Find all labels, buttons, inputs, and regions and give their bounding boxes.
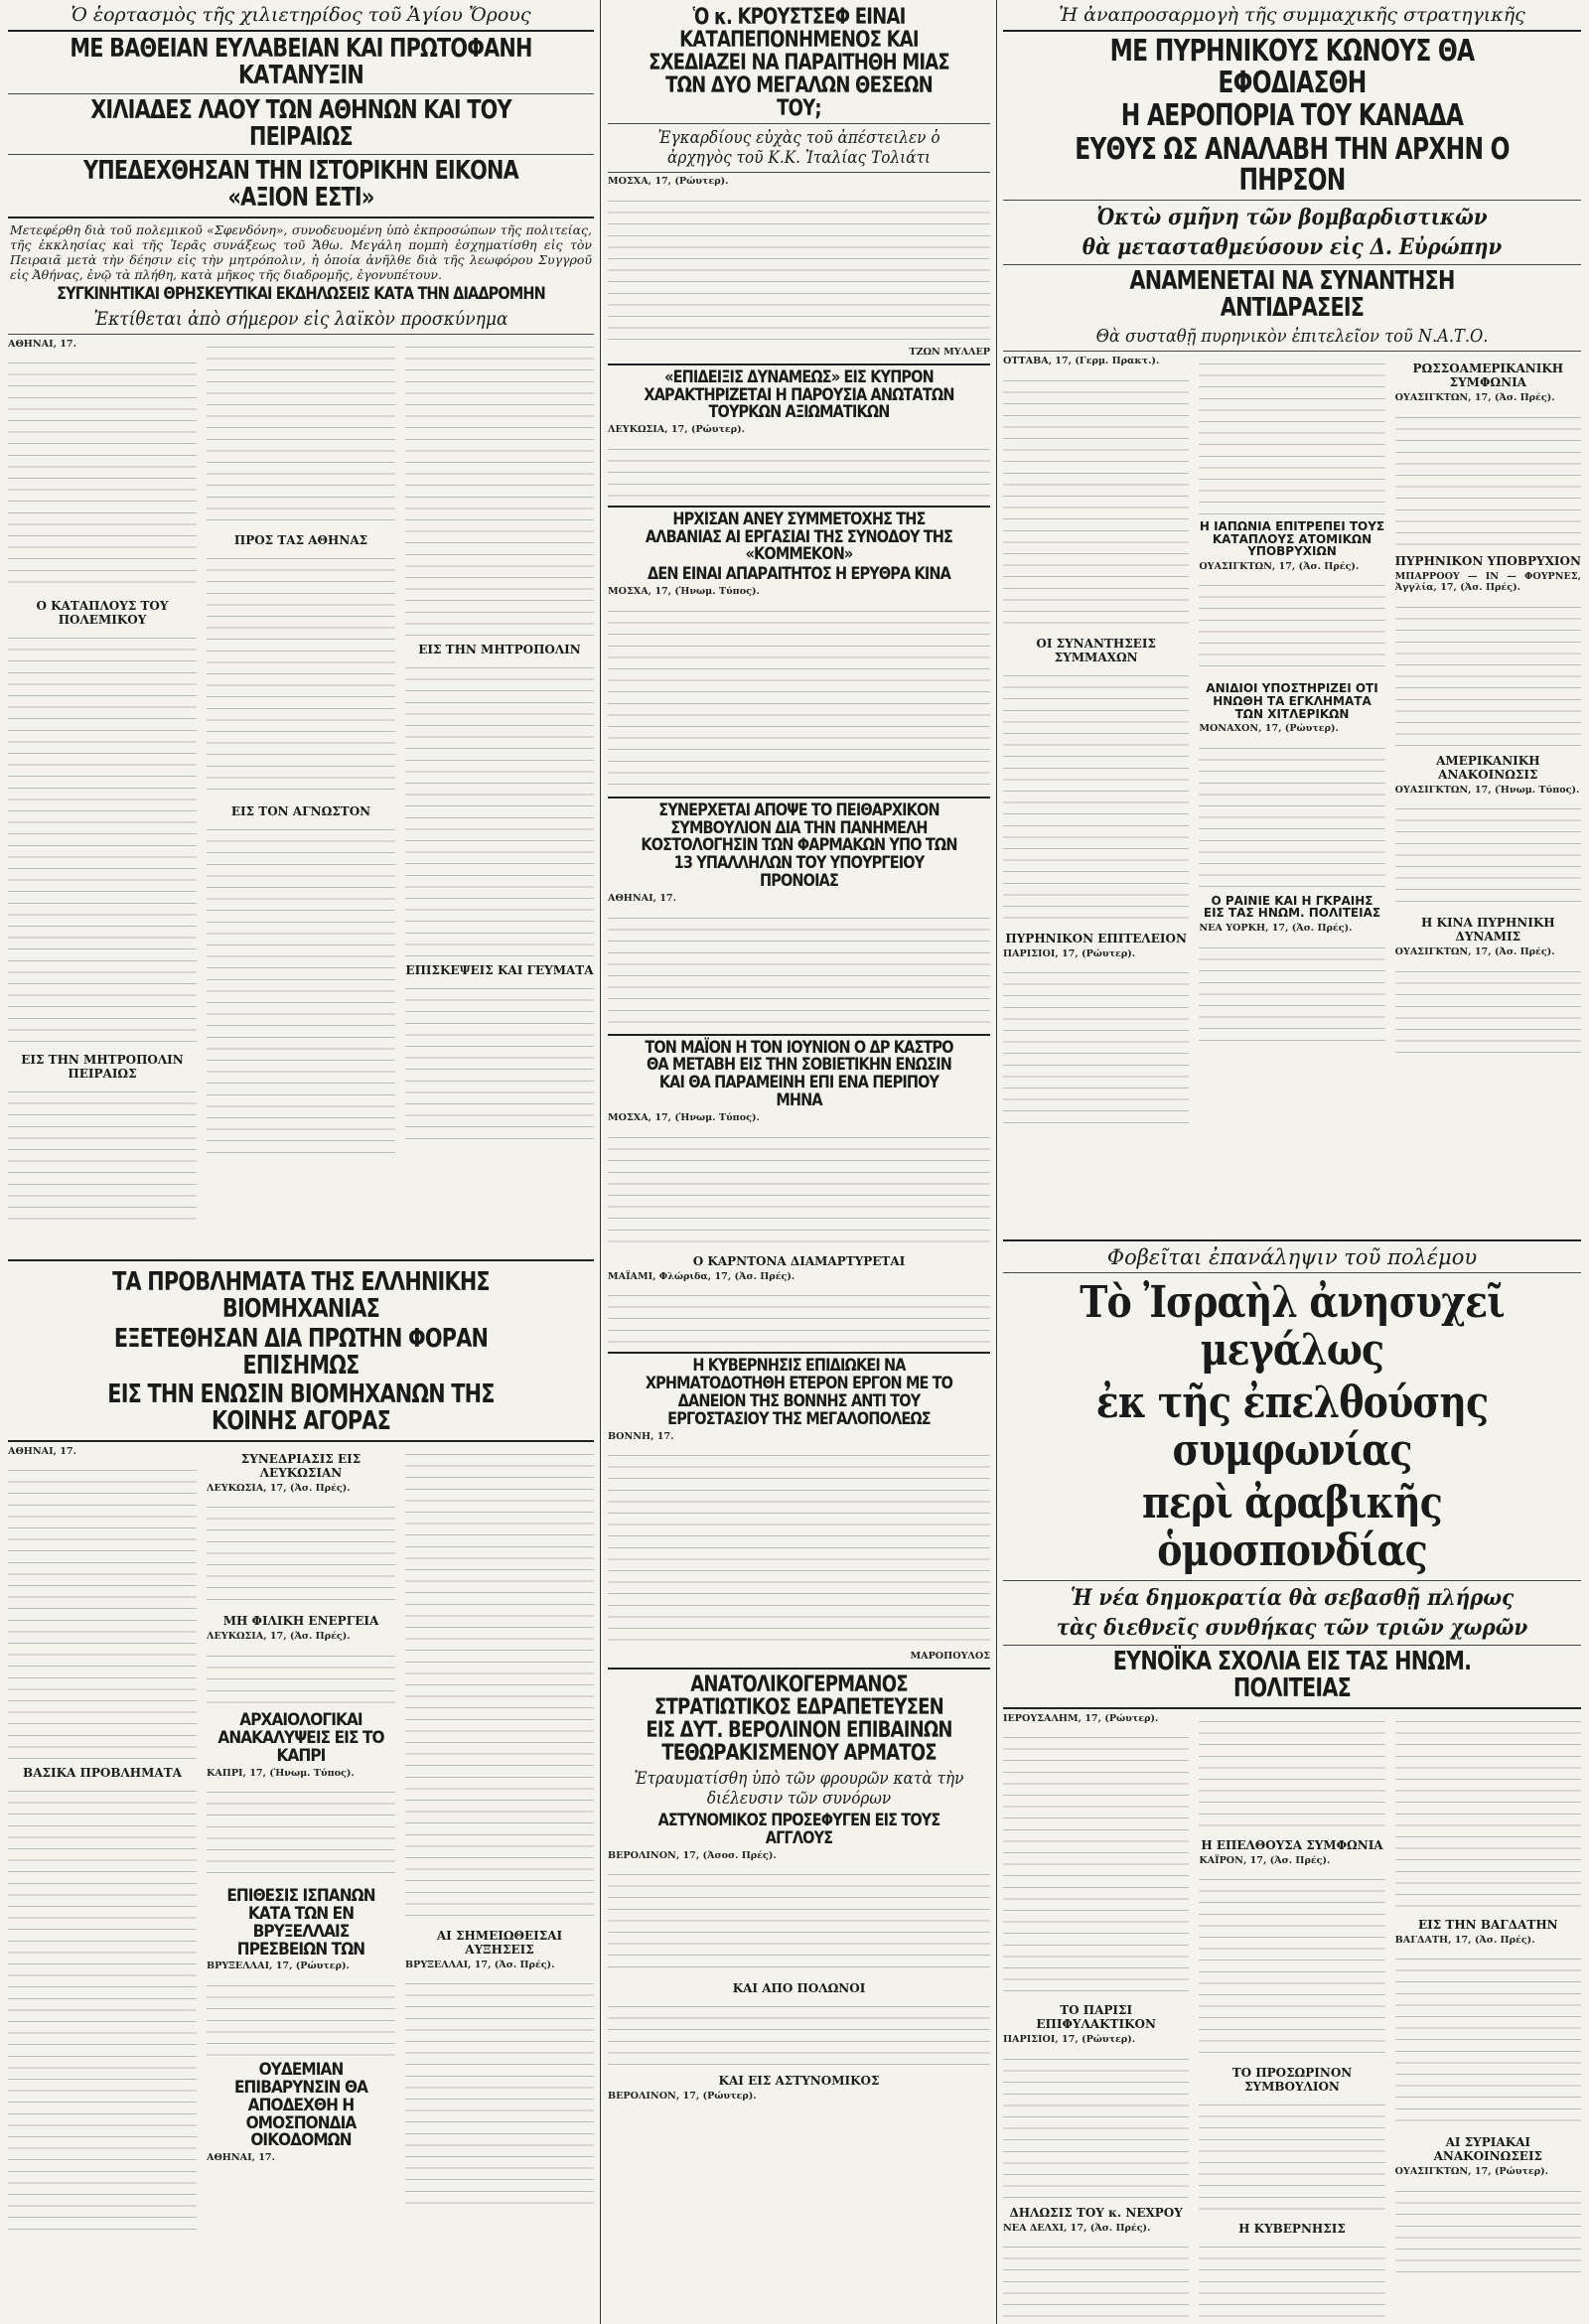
dateline: ΒΡΥΞΕΛΛΑΙ, 17, (Ρώυτερ).: [207, 1961, 350, 1972]
article-body: [1003, 356, 1581, 1128]
rule: [608, 123, 990, 124]
section-heading: ΑΙ ΣΗΜΕΙΩΘΕΙΣΑΙ ΑΥΞΗΣΕΙΣ: [436, 1928, 563, 1957]
headline: ΕΥΝΟΪΚΑ ΣΧΟΛΙΑ ΕΙΣ ΤΑΣ ΗΝΩΜ. ΠΟΛΙΤΕΙΑΣ: [1112, 1647, 1472, 1704]
rule: [608, 797, 990, 799]
signature: ΜΑΡΟΠΟΥΛΟΣ: [910, 1651, 990, 1663]
dateline: ΙΕΡΟΥΣΑΛΗΜ, 17, (Ρώυτερ).: [1003, 1712, 1159, 1724]
dateline: ΒΕΡΟΛΙΝΟΝ, 17, (Ρώυτερ).: [608, 2091, 757, 2103]
rule: [1003, 1580, 1581, 1581]
article-body: [1003, 1713, 1581, 2324]
section-heading: ΣΥΝΕΔΡΙΑΣΙΣ ΕΙΣ ΛΕΥΚΩΣΙΑΝ: [240, 1451, 361, 1480]
headline: ἐκ τῆς ἐπελθούσης συμφωνίας: [1095, 1378, 1489, 1476]
kicker: Ἡ ἀναπροσαρμογὴ τῆς συμμαχικῆς στρατηγικῆς: [1059, 4, 1525, 26]
headline: ΕΞΕΤΕΘΗΣΑΝ ΔΙΑ ΠΡΩΤΗΝ ΦΟΡΑΝ ΕΠΙΣΗΜΩΣ: [113, 1323, 489, 1380]
section-heading: ΠΡΟΣ ΤΑΣ ΑΘΗΝΑΣ: [233, 532, 368, 547]
headline-comecon-sub: ΔΕΝ ΕΙΝΑΙ ΑΠΑΡΑΙΤΗΤΟΣ Η ΕΡΥΘΡΑ ΚΙΝΑ: [648, 564, 950, 585]
headline-bonn-loan: Η ΚΥΒΕΡΝΗΣΙΣ ΕΠΙΔΙΩΚΕΙ ΝΑ ΧΡΗΜΑΤΟΔΟΤΗΘΗ ΕΤΕΡΟΝ ΕΡΓΟΝ ΜΕ ΤΟ ΔΑΝΕΙΟΝ ΤΗΣ ΒΟΝΝΗΣ ΑΝΤΙ ΤΟΥ ΕΡΓΟΣΤΑΣΙΟΥ ΤΗΣ ΜΕΓΑΛΟΠΟΛΕΩΣ: [645, 1356, 953, 1429]
article-israel-arab-federation: [1003, 1241, 1581, 2324]
dateline: ΜΟΣΧΑ, 17, (Ἡνωμ. Τύπος).: [608, 1111, 760, 1123]
box-headline: ΕΠΙΘΕΣΙΣ ΙΣΠΑΝΩΝ ΚΑΤΑ ΤΩΝ ΕΝ ΒΡΥΞΕΛΛΑΙΣ ΠΡΕΣΒΕΙΩΝ ΤΩΝ: [226, 1886, 375, 1960]
column-rule: [600, 0, 601, 2324]
dateline: ΒΕΡΟΛΙΝΟΝ, 17, (Ἀσοσ. Πρές).: [608, 1849, 777, 1861]
sub-headline: ΣΥΓΚΙΝΗΤΙΚΑΙ ΘΡΗΣΚΕΥΤΙΚΑΙ ΕΚΔΗΛΩΣΕΙΣ ΚΑΤΑ ΤΗΝ ΔΙΑΔΡΟΜΗΝ: [57, 283, 545, 304]
article-canada-nuclear: [1003, 0, 1581, 1241]
section-heading: ΠΥΡΗΝΙΚΟΝ ΕΠΙΤΕΛΕΙΟΝ: [1005, 931, 1187, 945]
section-heading: ΤΟ ΠΑΡΙΣΙ ΕΠΙΦΥΛΑΚΤΙΚΟΝ: [1036, 2003, 1156, 2032]
deck: θὰ μετασταθμεύσουν εἰς Δ. Εὐρώπην: [1082, 233, 1503, 260]
section-heading: ΑΙ ΣΥΡΙΑΚΑΙ ΑΝΑΚΟΙΝΩΣΕΙΣ: [1433, 2135, 1543, 2164]
headline-pharmacy: ΣΥΝΕΡΧΕΤΑΙ ΑΠΟΨΕ ΤΟ ΠΕΙΘΑΡΧΙΚΟΝ ΣΥΜΒΟΥΛΙΟΝ ΔΙΑ ΤΗΝ ΠΑΝΗΜΕΛΗ ΚΟΣΤΟΛΟΓΗΣΙΝ ΤΩΝ ΦΑΡΜΑΚΩΝ ΥΠΟ ΤΩΝ 13 ΥΠΑΛΛΗΛΩΝ ΤΟΥ ΥΠΟΥΡΓΕΙΟΥ ΠΡΟΝΟΙΑΣ: [641, 799, 957, 892]
section-heading: Η ΕΠΕΛΘΟΥΣΑ ΣΥΜΦΩΝΙΑ: [1201, 1837, 1383, 1852]
rule: [8, 217, 594, 218]
box-headline: Η ΙΑΠΩΝΙΑ ΕΠΙΤΡΕΠΕΙ ΤΟΥΣ ΚΑΤΑΠΛΟΥΣ ΑΤΟΜΙΚΩΝ ΥΠΟΒΡΥΧΙΩΝ: [1199, 519, 1385, 559]
section-heading: ΔΗΛΩΣΙΣ ΤΟΥ κ. ΝΕΧΡΟΥ: [1009, 2205, 1183, 2220]
headline: ΤΑ ΠΡΟΒΛΗΜΑΤΑ ΤΗΣ ΕΛΛΗΝΙΚΗΣ ΒΙΟΜΗΧΑΝΙΑΣ: [112, 1267, 490, 1325]
article-body: [8, 1446, 594, 2246]
deck: Ἡ νέα δημοκρατία θὰ σεβασθῇ πλήρως: [1070, 1585, 1515, 1612]
dateline: ΛΕΥΚΩΣΙΑ, 17, (Ἀσ. Πρές).: [207, 1482, 351, 1494]
dateline: ΜΑΪΑΜΙ, Φλώριδα, 17, (Ἀσ. Πρές).: [608, 1270, 795, 1282]
rule: [8, 93, 594, 94]
section-heading: ΒΑΣΙΚΑ ΠΡΟΒΛΗΜΑΤΑ: [23, 1766, 182, 1781]
kicker: Φοβεῖται ἐπανάληψιν τοῦ πολέμου: [1106, 1245, 1478, 1269]
rule: [1003, 1272, 1581, 1273]
dateline: ΟΥΑΣΙΓΚΤΩΝ, 17, (Ἀσ. Πρές).: [1394, 946, 1555, 958]
deck: Ἐγκαρδίους εὐχὰς τοῦ ἀπέστειλεν ὁ ἀρχηγὸς τοῦ Κ.Κ. Ἰταλίας Τολιάτι: [657, 128, 940, 169]
deck: Ὀκτὼ σμῆνη τῶν βομβαρδιστικῶν: [1096, 204, 1488, 230]
deck: τὰς διεθνεῖς συνθήκας τῶν τριῶν χωρῶν: [1056, 1615, 1528, 1642]
dateline: ΑΘΗΝΑΙ, 17.: [8, 1445, 76, 1457]
dateline: ΛΕΥΚΩΣΙΑ, 17, (Ρώυτερ).: [608, 424, 745, 436]
box-headline: ΑΡΧΑΙΟΛΟΓΙΚΑΙ ΑΝΑΚΑΛΥΨΕΙΣ ΕΙΣ ΤΟ ΚΑΠΡΙ: [217, 1709, 384, 1766]
section-heading: ΠΥΡΗΝΙΚΟΝ ΥΠΟΒΡΥΧΙΟΝ: [1394, 553, 1581, 568]
rule: [608, 1034, 990, 1036]
rule: [8, 334, 594, 335]
headline: ΥΠΕΔΕΧΘΗΣΑΝ ΤΗΝ ΙΣΤΟΡΙΚΗΝ ΕΙΚΟΝΑ «ΑΞΙΟΝ ΕΣΤΙ»: [83, 156, 518, 214]
article-axion-esti: [8, 0, 594, 1261]
dateline: ΠΑΡΙΣΙΟΙ, 17, (Ρώυτερ).: [1003, 947, 1136, 959]
dateline: ΒΡΥΞΕΛΛΑΙ, 17, (Ἀσ. Πρές).: [405, 1959, 555, 1970]
section-heading: ΕΙΣ ΤΗΝ ΜΗΤΡΟΠΟΛΙΝ ΠΕΙΡΑΙΩΣ: [21, 1053, 184, 1082]
dateline: ΛΕΥΚΩΣΙΑ, 17, (Ἀσ. Πρές).: [207, 1631, 351, 1643]
headline: ΕΥΘΥΣ ΩΣ ΑΝΑΛΑΒΗ ΤΗΝ ΑΡΧΗΝ Ο ΠΗΡΣΟΝ: [1075, 131, 1510, 198]
deck: Ἐκτίθεται ἀπὸ σήμερον εἰς λαϊκὸν προσκύνημα: [93, 307, 508, 330]
section-heading: ΜΗ ΦΙΛΙΚΗ ΕΝΕΡΓΕΙΑ: [222, 1614, 379, 1629]
middle-column: [608, 0, 990, 2324]
section-heading: ΕΙΣ ΤΗΝ ΜΗΤΡΟΠΟΛΙΝ: [418, 642, 581, 656]
deck: Θὰ συσταθῇ πυρηνικὸν ἐπιτελεῖον τοῦ Ν.Α.Τ.Ο.: [1095, 326, 1489, 348]
box-headline: ΑΝΙΔΙΟΙ ΥΠΟΣΤΗΡΙΖΕΙ ΟΤΙ ΗΝΩΘΗ ΤΑ ΕΓΚΛΗΜΑΤΑ ΤΩΝ ΧΙΤΛΕΡΙΚΩΝ: [1206, 681, 1378, 721]
section-heading: Ο ΚΑΤΑΠΛΟΥΣ ΤΟΥ ΠΟΛΕΜΙΚΟΥ: [36, 599, 169, 628]
rule: [1003, 1707, 1581, 1709]
section-heading: ΚΑΙ ΑΠΟ ΠΟΛΩΝΟΙ: [732, 1981, 866, 1996]
headline: περὶ ἀραβικῆς ὁμοσπονδίας: [1142, 1478, 1442, 1576]
dateline: ΜΟΣΧΑ, 17, (Ἡνωμ. Τύπος).: [608, 586, 760, 598]
section-heading: Η ΚΙΝΑ ΠΥΡΗΝΙΚΗ ΔΥΝΑΜΙΣ: [1421, 916, 1555, 944]
headline: ΕΙΣ ΤΗΝ ΕΝΩΣΙΝ ΒΙΟΜΗΧΑΝΩΝ ΤΗΣ ΚΟΙΝΗΣ ΑΓΟΡΑΣ: [107, 1380, 495, 1437]
column-rule: [996, 0, 997, 2324]
headline: ΑΝΑΜΕΝΕΤΑΙ ΝΑ ΣΥΝΑΝΤΗΣΗ ΑΝΤΙΔΡΑΣΕΙΣ: [1129, 265, 1455, 323]
box-headline: Ο ΡΑΙΝΙΕ ΚΑΙ Η ΓΚΡΑΙΗΣ ΕΙΣ ΤΑΣ ΗΝΩΜ. ΠΟΛΙΤΕΙΑΣ: [1203, 893, 1381, 921]
dateline: ΟΥΑΣΙΓΚΤΩΝ, 17, (Ἀσ. Πρές).: [1394, 392, 1555, 404]
dateline: ΒΟΝΝΗ, 17.: [608, 1430, 674, 1442]
deck: Ἐτραυματίσθη ὑπὸ τῶν φρουρῶν κατὰ τὴν διέλευσιν τῶν συνόρων: [634, 1769, 964, 1810]
section-heading: ΟΙ ΣΥΝΑΝΤΗΣΕΙΣ ΣΥΜΜΑΧΩΝ: [1036, 636, 1156, 664]
rule: [1003, 351, 1581, 352]
headline: ΜΕ ΒΑΘΕΙΑΝ ΕΥΛΑΒΕΙΑΝ ΚΑΙ ΠΡΩΤΟΦΑΝΗ ΚΑΤΑΝΥΞΙΝ: [70, 34, 532, 91]
lead-paragraph: Μετεφέρθη διὰ τοῦ πολεμικοῦ «Σφενδόνη», συνοδευομένη ὑπὸ ἐκπροσώπων τῆς πολιτείας, τῆς ἐκκλησίας καὶ τῆς Ἱερᾶς συνάξεως τοῦ Ἄθω. Μεγάλη πομπὴ ἐσχηματίσθη εἰς τὸν Πειραιᾶ μετὰ τὴν δέησιν εἰς τὴν μητρόπολιν, ἡ ὁποία ἀνῆλθε διὰ τῆς λεωφόρου Συγγροῦ εἰς Ἀθήνας, ἐνῷ τὰ πλήθη, κατὰ μῆκος τῆς διαδρομῆς, ἐγονυπέτουν.: [10, 221, 592, 282]
rule: [8, 1440, 594, 1442]
dateline: ΠΑΡΙΣΙΟΙ, 17, (Ρώυτερ).: [1003, 2034, 1136, 2046]
article-body: [8, 339, 594, 1229]
signature: ΤΖΩΝ ΜΥΛΛΕΡ: [909, 347, 990, 359]
headline: Τὸ Ἰσραὴλ ἀνησυχεῖ μεγάλως: [1080, 1277, 1505, 1376]
kicker: Ὁ ἑορτασμὸς τῆς χιλιετηρίδος τοῦ Ἁγίου Ὄρους: [71, 4, 531, 26]
dateline: ΑΘΗΝΑΙ, 17.: [608, 892, 676, 904]
rule: [608, 172, 990, 173]
dateline: ΜΟΝΑΧΟΝ, 17, (Ρώυτερ).: [1199, 723, 1339, 735]
dateline: ΝΕΑ ΔΕΛΧΙ, 17, (Ἀσ. Πρές).: [1003, 2222, 1151, 2234]
rule: [608, 363, 990, 365]
headline: ΜΕ ΠΥΡΗΝΙΚΟΥΣ ΚΩΝΟΥΣ ΘΑ ΕΦΟΔΙΑΣΘΗ: [1109, 34, 1475, 100]
headline-comecon: ΗΡΧΙΣΑΝ ΑΝΕΥ ΣΥΜΜΕΤΟΧΗΣ ΤΗΣ ΑΛΒΑΝΙΑΣ ΑΙ ΕΡΓΑΣΙΑΙ ΤΗΣ ΣΥΝΟΔΟΥ ΤΗΣ «ΚΟΜΜΕΚΟΝ»: [645, 508, 953, 565]
dateline: ΟΤΤΑΒΑ, 17, (Γερμ. Πρακτ.).: [1003, 356, 1160, 367]
section-heading: ΡΩΣΣΟΑΜΕΡΙΚΑΝΙΚΗ ΣΥΜΦΩΝΙΑ: [1412, 362, 1564, 390]
rule: [608, 1668, 990, 1670]
dateline: ΟΥΑΣΙΓΚΤΩΝ, 17, (Ἀσ. Πρές).: [1199, 560, 1360, 572]
headline-berlin-escape: ΑΝΑΤΟΛΙΚΟΓΕΡΜΑΝΟΣ ΣΤΡΑΤΙΩΤΙΚΟΣ ΕΔΡΑΠΕΤΕΥΣΕΝ ΕΙΣ ΔΥΤ. ΒΕΡΟΛΙΝΟΝ ΕΠΙΒΑΙΝΩΝ ΤΕΘΩΡΑΚΙΣΜΕΝΟΥ ΑΡΜΑΤΟΣ: [646, 1671, 952, 1766]
rule: [608, 1352, 990, 1354]
rule: [1003, 264, 1581, 265]
section-heading: ΕΙΣ ΤΟΝ ΑΓΝΩΣΤΟΝ: [230, 803, 371, 818]
rule: [608, 506, 990, 508]
dateline: ΝΕΑ ΥΟΡΚΗ, 17, (Ἀσ. Πρές).: [1199, 923, 1353, 935]
rule: [1003, 200, 1581, 201]
rule: [8, 30, 594, 32]
headline-castro: ΤΟΝ ΜΑΪΟΝ Η ΤΟΝ ΙΟΥΝΙΟΝ Ο ΔΡ ΚΑΣΤΡΟ ΘΑ ΜΕΤΑΒΗ ΕΙΣ ΤΗΝ ΣΟΒΙΕΤΙΚΗΝ ΕΝΩΣΙΝ ΚΑΙ ΘΑ ΠΑΡΑΜΕΙΝΗ ΕΠΙ ΕΝΑ ΠΕΡΙΠΟΥ ΜΗΝΑ: [645, 1037, 953, 1111]
headline-cyprus: «ΕΠΙΔΕΙΞΙΣ ΔΥΝΑΜΕΩΣ» ΕΙΣ ΚΥΠΡΟΝ ΧΑΡΑΚΤΗΡΙΖΕΤΑΙ Η ΠΑΡΟΥΣΙΑ ΑΝΩΤΑΤΩΝ ΤΟΥΡΚΩΝ ΑΞΙΩΜΑΤΙΚΩΝ: [644, 366, 954, 423]
article-greek-industry: [8, 1261, 594, 2324]
section-heading: ΕΙΣ ΤΗΝ ΒΑΓΔΑΤΗΝ: [1417, 1917, 1558, 1932]
rule: [1003, 1645, 1581, 1646]
section-heading: ΑΜΕΡΙΚΑΝΙΚΗ ΑΝΑΚΟΙΝΩΣΙΣ: [1436, 753, 1540, 782]
dateline: ΒΑΓΔΑΤΗ, 17, (Ἀσ. Πρές).: [1394, 1934, 1535, 1946]
rule: [1003, 30, 1581, 32]
section-heading: Η ΚΥΒΕΡΝΗΣΙΣ: [1238, 2222, 1346, 2237]
dateline: ΟΥΑΣΙΓΚΤΩΝ, 17, (Ρώυτερ).: [1394, 2166, 1548, 2178]
section-heading: ΚΑΙ ΕΙΣ ΑΣΤΥΝΟΜΙΚΟΣ: [718, 2074, 880, 2089]
dateline: ΟΥΑΣΙΓΚΤΩΝ, 17, (Ἡνωμ. Τύπος).: [1394, 784, 1580, 796]
headline: ΧΙΛΙΑΔΕΣ ΛΑΟΥ ΤΩΝ ΑΘΗΝΩΝ ΚΑΙ ΤΟΥ ΠΕΙΡΑΙΩΣ: [90, 94, 511, 152]
rule: [8, 154, 594, 155]
dateline: ΜΟΣΧΑ, 17, (Ρώυτερ).: [608, 176, 729, 188]
dateline: ΚΑΠΡΙ, 17, (Ἡνωμ. Τύπος).: [207, 1767, 355, 1779]
dateline: ΚΑΪΡΟΝ, 17, (Ἀσ. Πρές).: [1199, 1854, 1331, 1866]
headline-khrushchev: Ὁ κ. ΚΡΟΥΣΤΣΕΦ ΕΙΝΑΙ ΚΑΤΑΠΕΠΟΝΗΜΕΝΟΣ ΚΑΙ ΣΧΕΔΙΑΖΕΙ ΝΑ ΠΑΡΑΙΤΗΘΗ ΜΙΑΣ ΤΩΝ ΔΥΟ ΜΕΓΑΛΩΝ ΘΕΣΕΩΝ ΤΟΥ;: [649, 5, 949, 122]
dateline: ΜΠΑΡΡΟΟΥ — ΙΝ — ΦΟΥΡΝΕΣ, Ἀγγλία, 17, (Ἀσ. Πρές).: [1394, 570, 1581, 594]
box-headline: ΟΥΔΕΜΙΑΝ ΕΠΙΒΑΡΥΝΣΙΝ ΘΑ ΑΠΟΔΕΧΘΗ Η ΟΜΟΣΠΟΝΔΙΑ ΟΙΚΟΔΟΜΩΝ: [233, 2060, 368, 2151]
headline-police: ΑΣΤΥΝΟΜΙΚΟΣ ΠΡΟΣΕΦΥΓΕΝ ΕΙΣ ΤΟΥΣ ΑΓΓΛΟΥΣ: [657, 1811, 940, 1848]
dateline: ΑΘΗΝΑΙ, 17.: [207, 2152, 275, 2164]
headline: Η ΑΕΡΟΠΟΡΙΑ ΤΟΥ ΚΑΝΑΔΑ: [1120, 98, 1464, 133]
section-heading: ΕΠΙΣΚΕΨΕΙΣ ΚΑΙ ΓΕΥΜΑΤΑ: [405, 962, 594, 977]
section-heading: ΤΟ ΠΡΟΣΩΡΙΝΟΝ ΣΥΜΒΟΥΛΙΟΝ: [1231, 2066, 1353, 2095]
section-heading: Ο ΚΑΡΝΤΟΝΑ ΔΙΑΜΑΡΤΥΡΕΤΑΙ: [692, 1253, 906, 1268]
dateline: ΑΘΗΝΑΙ, 17.: [8, 338, 76, 350]
